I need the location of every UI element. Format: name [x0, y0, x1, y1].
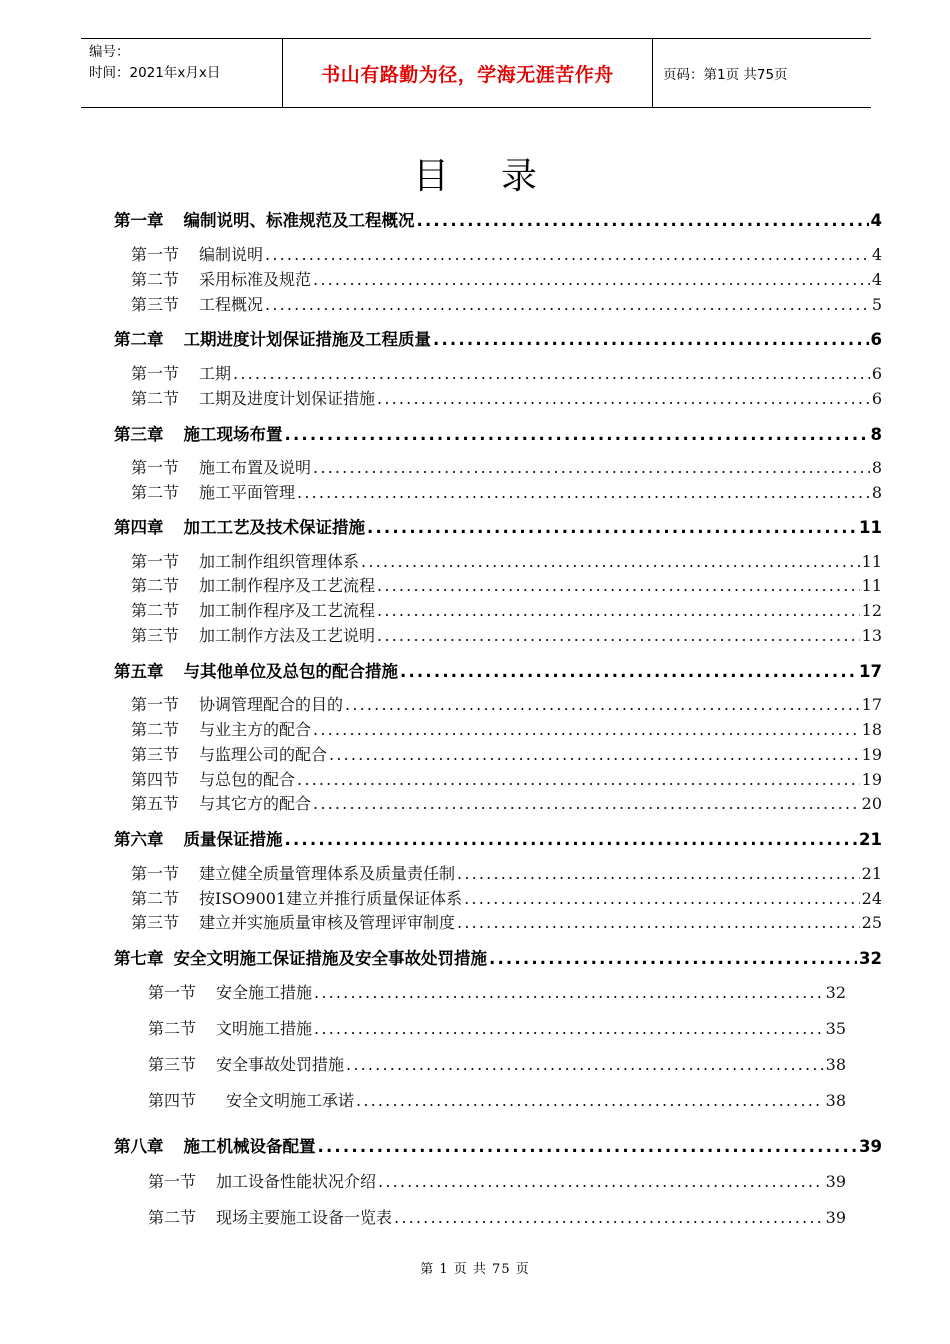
chapter-title: 编制说明、标准规范及工程概况	[183, 211, 415, 230]
page-number: 20	[861, 794, 882, 813]
page-number: 39	[859, 1137, 882, 1156]
section-number: 第三节	[131, 913, 180, 932]
toc-section[interactable]	[131, 742, 882, 765]
page-number: 12	[861, 601, 882, 620]
section-title: 与监理公司的配合	[199, 745, 328, 764]
page-number: 18	[861, 720, 882, 739]
section-number: 第一节	[131, 364, 180, 383]
page-number: 32	[859, 949, 882, 968]
dot-leader	[233, 364, 870, 383]
toc-section[interactable]	[131, 267, 882, 290]
page-number: 4	[870, 211, 882, 230]
toc-section[interactable]	[148, 1205, 846, 1228]
chapter-number: 第七章	[114, 949, 164, 968]
dot-leader	[313, 458, 870, 477]
toc-section[interactable]	[148, 1052, 846, 1075]
section-title: 施工平面管理	[199, 483, 296, 502]
toc-chapter[interactable]	[114, 945, 882, 969]
section-number: 第三节	[131, 626, 180, 645]
toc-section[interactable]	[131, 386, 882, 409]
chapter-number: 第一章	[114, 211, 164, 230]
chapter-title: 施工现场布置	[183, 425, 283, 444]
dot-leader	[265, 295, 870, 314]
section-title: 工程概况	[199, 295, 264, 314]
page-number: 21	[859, 830, 882, 849]
dot-leader	[297, 770, 860, 789]
page-number: 19	[861, 745, 882, 764]
toc-section[interactable]	[131, 455, 882, 478]
section-title: 与其它方的配合	[199, 794, 312, 813]
dot-leader	[433, 330, 869, 349]
section-title: 按ISO9001建立并推行质量保证体系	[199, 889, 463, 908]
dot-leader	[313, 270, 870, 289]
toc-section[interactable]	[131, 791, 882, 814]
toc-chapter[interactable]	[114, 1133, 882, 1157]
dot-leader	[464, 889, 860, 908]
section-title: 加工设备性能状况介绍	[216, 1172, 377, 1191]
page-number: 8	[870, 425, 882, 444]
section-title: 加工制作方法及工艺说明	[199, 626, 376, 645]
page-number: 19	[861, 770, 882, 789]
page-number: 11	[861, 552, 882, 571]
section-number: 第一节	[131, 864, 180, 883]
dot-leader	[361, 552, 860, 571]
section-number: 第一节	[148, 1172, 197, 1191]
section-title: 采用标准及规范	[199, 270, 312, 289]
toc-chapter[interactable]	[114, 514, 882, 538]
page-number: 4	[871, 245, 882, 264]
page-number: 24	[861, 889, 882, 908]
section-title: 与业主方的配合	[199, 720, 312, 739]
toc-section[interactable]	[148, 1088, 846, 1111]
page-number: 11	[861, 576, 882, 595]
toc-section[interactable]	[148, 1169, 846, 1192]
chapter-title: 施工机械设备配置	[183, 1137, 316, 1156]
page-number: 39	[825, 1172, 846, 1191]
page-number: 8	[871, 483, 882, 502]
dot-leader	[329, 745, 860, 764]
section-title: 安全事故处罚措施	[216, 1055, 345, 1074]
section-title: 安全施工措施	[216, 983, 313, 1002]
page-number: 21	[861, 864, 882, 883]
section-number: 第五节	[131, 794, 180, 813]
toc-section[interactable]	[131, 623, 882, 646]
page-number: 5	[871, 295, 882, 314]
dot-leader	[265, 245, 870, 264]
header-page-info: 页码：第1页 共75页	[663, 67, 788, 83]
page-number: 6	[871, 364, 882, 383]
section-number: 第三节	[148, 1055, 197, 1074]
dot-leader	[356, 1091, 824, 1110]
section-number: 第四节	[131, 770, 180, 789]
section-title: 工期及进度计划保证措施	[199, 389, 376, 408]
section-number: 第二节	[148, 1208, 197, 1227]
chapter-number: 第六章	[114, 830, 164, 849]
page-header	[81, 38, 871, 108]
dot-leader	[377, 389, 870, 408]
dot-leader	[318, 1137, 858, 1156]
dot-leader	[394, 1208, 824, 1227]
toc-chapter[interactable]	[114, 826, 882, 850]
dot-leader	[297, 483, 870, 502]
page-number: 8	[871, 458, 882, 477]
toc-section[interactable]	[131, 549, 882, 572]
toc-section[interactable]	[131, 717, 882, 740]
section-number: 第一节	[148, 983, 197, 1002]
toc-chapter[interactable]	[114, 326, 882, 350]
dot-leader	[377, 626, 860, 645]
dot-leader	[367, 518, 857, 537]
chapter-number: 第五章	[114, 662, 164, 681]
chapter-number: 第二章	[114, 330, 164, 349]
toc-section[interactable]	[131, 242, 882, 265]
toc-section[interactable]	[131, 910, 882, 933]
page-number: 35	[825, 1019, 846, 1038]
section-number: 第二节	[131, 889, 180, 908]
page-footer: 第 1 页 共 75 页	[420, 1262, 530, 1277]
page-number: 11	[859, 518, 882, 537]
toc-section[interactable]	[131, 767, 882, 790]
header-motto: 书山有路勤为径，学海无涯苦作舟	[282, 39, 653, 107]
section-title: 现场主要施工设备一览表	[216, 1208, 393, 1227]
dot-leader	[377, 576, 860, 595]
section-title: 建立健全质量管理体系及质量责任制	[199, 864, 456, 883]
section-number: 第二节	[148, 1019, 197, 1038]
toc-section[interactable]	[148, 1016, 846, 1039]
page-number: 4	[871, 270, 882, 289]
section-title: 加工制作程序及工艺流程	[199, 576, 376, 595]
section-title: 施工布置及说明	[199, 458, 312, 477]
page-number: 25	[861, 913, 882, 932]
page-number: 6	[871, 389, 882, 408]
section-number: 第三节	[131, 745, 180, 764]
section-title: 建立并实施质量审核及管理评审制度	[199, 913, 456, 932]
document-date: 时间：2021年x月x日	[89, 65, 221, 81]
section-number: 第一节	[131, 552, 180, 571]
section-number: 第二节	[131, 720, 180, 739]
toc-section[interactable]	[131, 598, 882, 621]
section-number: 第二节	[131, 576, 180, 595]
dot-leader	[313, 794, 860, 813]
dot-leader	[400, 662, 857, 681]
dot-leader	[457, 913, 860, 932]
dot-leader	[285, 425, 869, 444]
section-title: 加工制作组织管理体系	[199, 552, 360, 571]
toc-chapter[interactable]	[114, 421, 882, 445]
section-title: 文明施工措施	[216, 1019, 313, 1038]
section-number: 第一节	[131, 695, 180, 714]
section-number: 第一节	[131, 245, 180, 264]
header-meta	[81, 39, 282, 107]
dot-leader	[377, 601, 860, 620]
chapter-number: 第四章	[114, 518, 164, 537]
dot-leader	[489, 949, 857, 968]
section-title: 编制说明	[199, 245, 264, 264]
page-number: 32	[825, 983, 846, 1002]
section-number: 第二节	[131, 483, 180, 502]
section-number: 第二节	[131, 389, 180, 408]
page-number: 38	[825, 1091, 846, 1110]
dot-leader	[285, 830, 858, 849]
dot-leader	[346, 1055, 824, 1074]
page-number: 13	[861, 626, 882, 645]
section-title: 协调管理配合的目的	[199, 695, 344, 714]
dot-leader	[314, 983, 824, 1002]
chapter-title: 工期进度计划保证措施及工程质量	[183, 330, 431, 349]
section-title: 与总包的配合	[199, 770, 296, 789]
toc-section[interactable]	[131, 861, 882, 884]
toc-section[interactable]	[131, 480, 882, 503]
chapter-title: 与其他单位及总包的配合措施	[183, 662, 398, 681]
page-number: 17	[861, 695, 882, 714]
toc-section[interactable]	[131, 886, 882, 909]
section-number: 第三节	[131, 295, 180, 314]
section-number: 第二节	[131, 601, 180, 620]
section-title: 加工制作程序及工艺流程	[199, 601, 376, 620]
section-number: 第一节	[131, 458, 180, 477]
dot-leader	[457, 864, 860, 883]
section-title: 工期	[199, 364, 232, 383]
page-number: 17	[859, 662, 882, 681]
chapter-number: 第八章	[114, 1137, 164, 1156]
document-code: 编号：	[89, 44, 130, 60]
section-title: 安全文明施工承诺	[226, 1091, 355, 1110]
section-number: 第四节	[148, 1091, 197, 1110]
dot-leader	[313, 720, 860, 739]
toc-section[interactable]	[148, 980, 846, 1003]
chapter-number: 第三章	[114, 425, 164, 444]
toc-section[interactable]	[131, 361, 882, 384]
dot-leader	[417, 211, 869, 230]
chapter-title: 加工工艺及技术保证措施	[183, 518, 365, 537]
toc-chapter[interactable]	[114, 658, 882, 682]
toc-section[interactable]	[131, 692, 882, 715]
page-number: 38	[825, 1055, 846, 1074]
toc-section[interactable]	[131, 573, 882, 596]
dot-leader	[345, 695, 860, 714]
chapter-title: 安全文明施工保证措施及安全事故处罚措施	[173, 949, 487, 968]
dot-leader	[314, 1019, 824, 1038]
chapter-title: 质量保证措施	[183, 830, 283, 849]
toc-chapter[interactable]	[114, 207, 882, 231]
section-number: 第二节	[131, 270, 180, 289]
page-number: 6	[870, 330, 882, 349]
toc-section[interactable]	[131, 292, 882, 315]
page-number: 39	[825, 1208, 846, 1227]
dot-leader	[378, 1172, 824, 1191]
toc-title: 目录	[412, 156, 589, 197]
